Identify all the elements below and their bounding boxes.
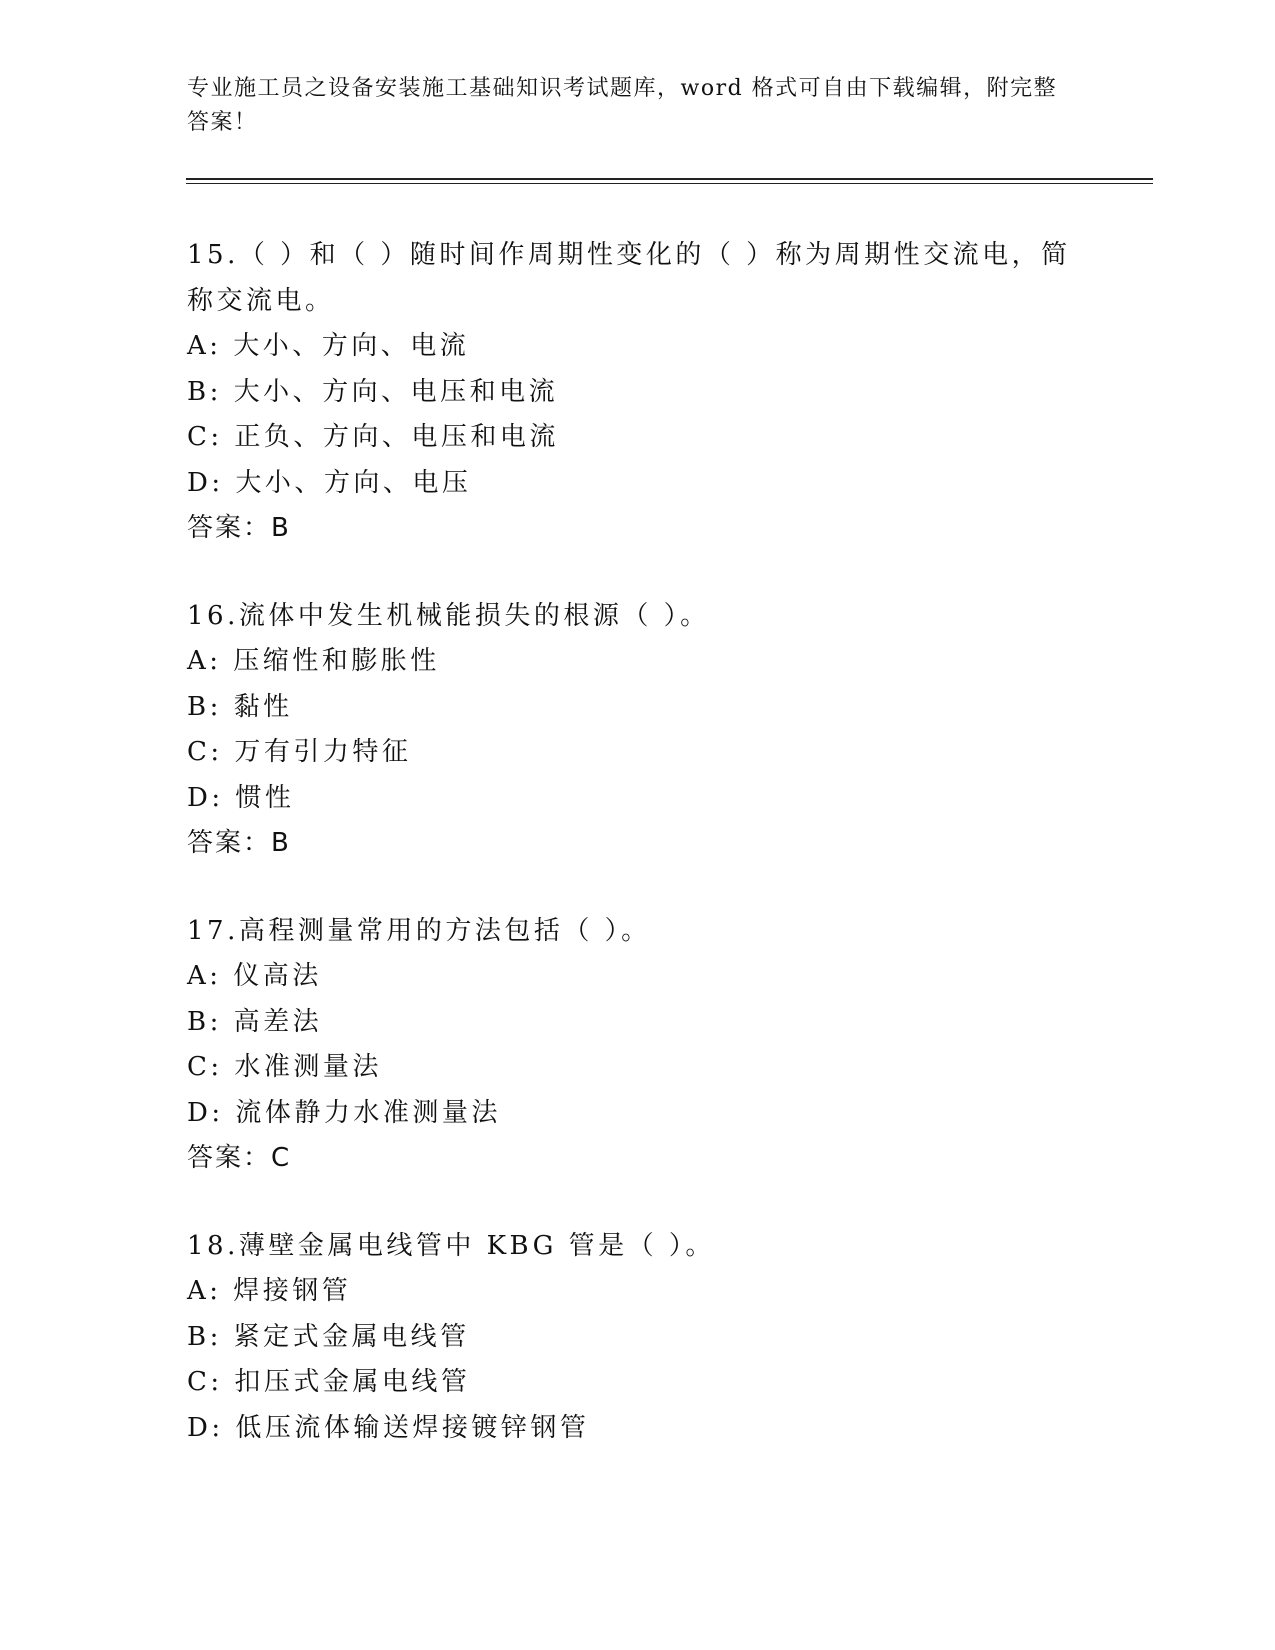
option-d: D: 低压流体输送焊接镀锌钢管 <box>187 1412 590 1443</box>
question-15 <box>187 233 1087 552</box>
answer-line: 答案：C <box>187 1143 292 1173</box>
header-rule-thin <box>186 183 1153 184</box>
option-b: B: 大小、方向、电压和电流 <box>187 376 559 407</box>
question-list <box>187 233 1087 1493</box>
header-rule-thick <box>186 178 1153 180</box>
option-a: A: 大小、方向、电流 <box>187 331 470 361</box>
option-b: B: 紧定式金属电线管 <box>187 1321 470 1352</box>
question-18 <box>187 1224 1087 1452</box>
question-stem: 17.高程测量常用的方法包括（ ）。 <box>187 915 651 946</box>
option-a: A: 压缩性和膨胀性 <box>187 646 440 676</box>
option-c: C: 正负、方向、电压和电流 <box>187 422 559 452</box>
option-b: B: 黏性 <box>187 691 293 722</box>
option-b: B: 高差法 <box>187 1006 323 1037</box>
question-stem: 15.（ ）和（ ）随时间作周期性变化的（ ）称为周期性交流电，简称交流电。 <box>187 240 1071 316</box>
question-16 <box>187 594 1087 867</box>
option-c: C: 万有引力特征 <box>187 737 412 767</box>
question-stem: 16.流体中发生机械能损失的根源（ ）。 <box>187 600 710 631</box>
document-header: 专业施工员之设备安装施工基础知识考试题库，word 格式可自由下载编辑，附完整答案！ <box>187 76 1058 135</box>
answer-line: 答案：B <box>187 513 291 543</box>
option-c: C: 水准测量法 <box>187 1052 382 1082</box>
option-d: D: 大小、方向、电压 <box>187 467 472 498</box>
option-a: A: 焊接钢管 <box>187 1276 352 1306</box>
option-c: C: 扣压式金属电线管 <box>187 1367 471 1397</box>
question-17 <box>187 909 1087 1182</box>
answer-line: 答案：B <box>187 828 291 858</box>
option-d: D: 惯性 <box>187 782 295 813</box>
option-d: D: 流体静力水准测量法 <box>187 1097 501 1128</box>
option-a: A: 仪高法 <box>187 961 322 991</box>
question-stem: 18.薄壁金属电线管中 KBG 管是（ ）。 <box>187 1230 715 1261</box>
